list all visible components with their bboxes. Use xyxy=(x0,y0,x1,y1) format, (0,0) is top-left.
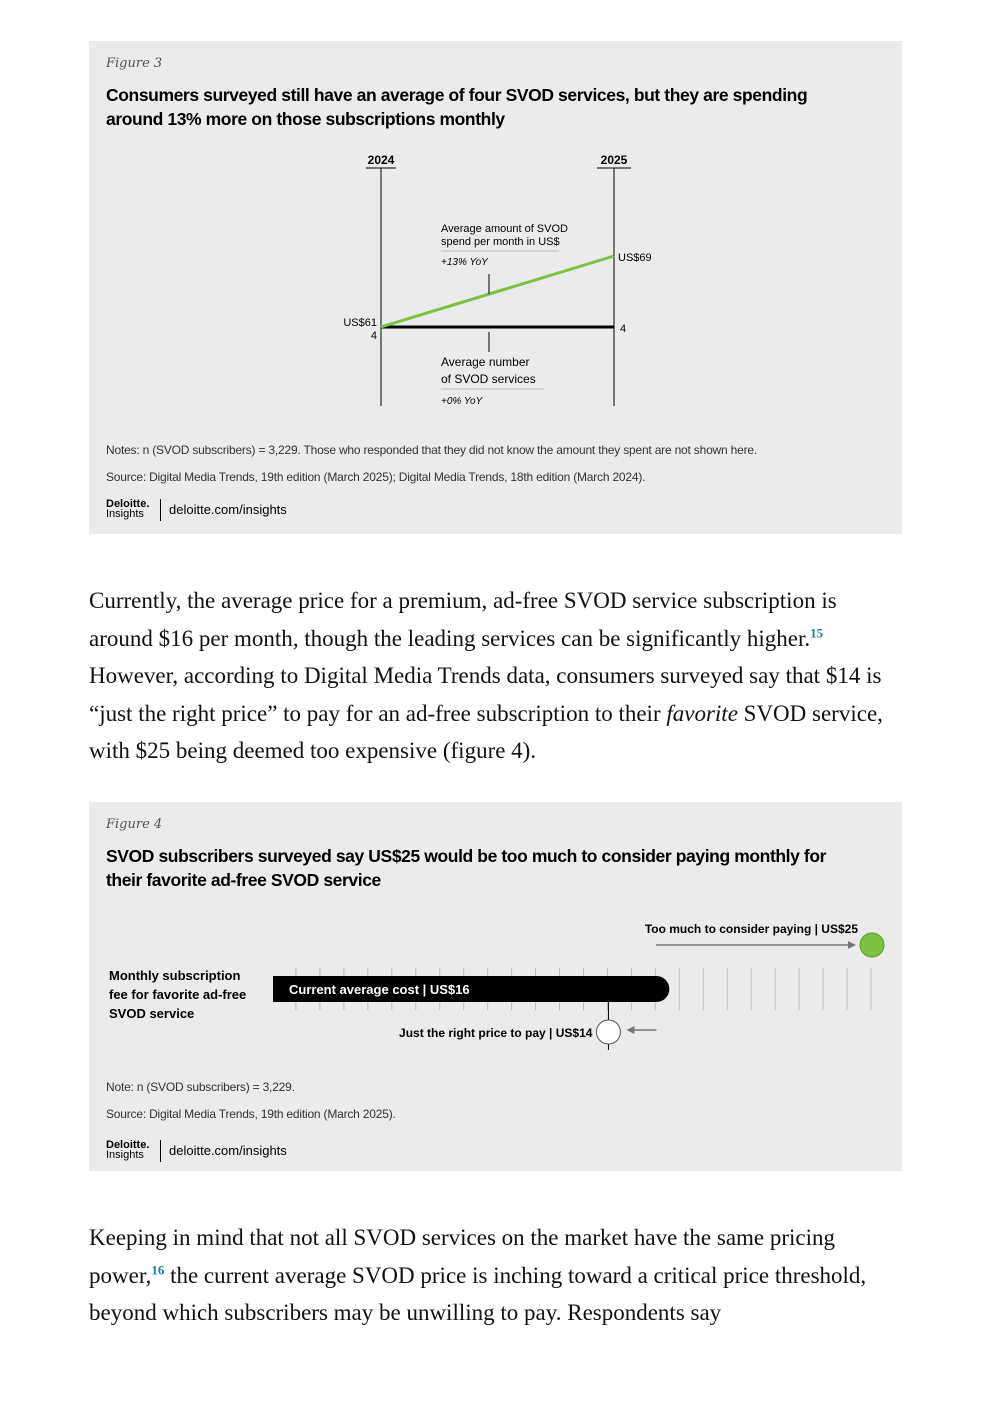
paragraph-1-part2: However, according to Digital Media Trends data, consumers surveyed say that $14 is “just the right price” to pay for an ad-free subscription to their xyxy=(89,663,882,726)
count-change: +0% YoY xyxy=(441,396,483,407)
figure-3-source: Source: Digital Media Trends, 19th edition (March 2025); Digital Media Trends, 18th edition (March 2024). xyxy=(106,470,646,484)
spend-line xyxy=(381,256,614,327)
year-2024-label: 2024 xyxy=(367,153,395,167)
figure-4-source: Source: Digital Media Trends, 19th edition (March 2025). xyxy=(106,1107,396,1121)
row-label-line3: SVOD service xyxy=(109,1006,195,1021)
paragraph-1-part1: Currently, the average price for a premium, ad-free SVOD service subscription is around $16 per month, though the leading services can be significantly higher. xyxy=(89,588,837,651)
spend-change: +13% YoY xyxy=(441,257,488,268)
figure-4-title: SVOD subscribers surveyed say US$25 would be too much to consider paying monthly for their favorite ad-free SVOD service xyxy=(106,846,827,890)
figure-4-url[interactable]: deloitte.com/insights xyxy=(169,1143,287,1158)
logo-sub: Insights xyxy=(106,508,144,520)
footnote-16[interactable]: 16 xyxy=(151,1261,165,1277)
logo-brand-2: Deloitte. xyxy=(106,1139,150,1151)
logo-brand: Deloitte. xyxy=(106,498,150,510)
footnote-15[interactable]: 15 xyxy=(810,624,824,640)
count-2025-value: 4 xyxy=(620,323,627,335)
paragraph-1 xyxy=(89,582,889,770)
paragraph-2-part2: the current average SVOD price is inching toward a critical price threshold, beyond which subscribers may be unwilling to pay. Respondents say xyxy=(89,1262,867,1325)
figure-4-notes: Note: n (SVOD subscribers) = 3,229. xyxy=(106,1080,295,1094)
figure-4-panel xyxy=(89,802,902,1171)
too-much-label: Too much to consider paying | US$25 xyxy=(644,922,858,936)
count-annotation-line2: of SVOD services xyxy=(441,372,536,386)
year-2025-label: 2025 xyxy=(600,153,628,167)
figure-4-label: Figure 4 xyxy=(106,817,163,832)
current-average-marker xyxy=(643,976,669,1002)
current-average-label: Current average cost | US$16 xyxy=(289,982,470,997)
deloitte-insights-logo xyxy=(106,499,149,519)
figure-3-title: Consumers surveyed still have an average of four SVOD services, but they are spending around 13% more on those subscriptions monthly xyxy=(106,85,808,129)
spend-2024-value: US$61 xyxy=(343,317,377,329)
spend-annotation-line2: spend per month in US$ xyxy=(441,236,560,248)
row-label-line2: fee for favorite ad-free xyxy=(109,987,247,1002)
paragraph-2-part1: Keeping in mind that not all SVOD services on the market have the same pricing power, xyxy=(89,1225,836,1288)
too-much-marker xyxy=(860,933,884,957)
figure-3-label: Figure 3 xyxy=(106,56,163,71)
figure-3-url[interactable]: deloitte.com/insights xyxy=(169,502,287,517)
paragraph-1-emphasis: favorite xyxy=(666,700,738,726)
just-right-marker xyxy=(596,1020,620,1044)
logo-sub-2: Insights xyxy=(106,1149,144,1161)
count-annotation-line1: Average number xyxy=(441,355,530,369)
figure-4-chart xyxy=(89,910,902,1060)
just-right-label: Just the right price to pay | US$14 xyxy=(399,1026,593,1040)
logo-separator xyxy=(160,499,161,521)
deloitte-insights-logo-2 xyxy=(106,1140,149,1160)
count-2024-value: 4 xyxy=(370,330,377,342)
paragraph-2 xyxy=(89,1219,889,1332)
row-label-line1: Monthly subscription xyxy=(109,968,241,983)
spend-annotation-line1: Average amount of SVOD xyxy=(441,223,568,235)
just-right-arrowhead xyxy=(626,1026,634,1034)
figure-3-panel xyxy=(89,41,902,534)
too-much-arrowhead xyxy=(848,941,856,949)
logo-separator-2 xyxy=(160,1140,161,1162)
paragraph-1-part3: SVOD service, with $25 being deemed too expensive (figure 4). xyxy=(89,700,883,763)
spend-2025-value: US$69 xyxy=(618,252,652,264)
figure-3-notes: Notes: n (SVOD subscribers) = 3,229. Those who responded that they did not know the amount they spent are not shown here. xyxy=(106,443,757,457)
figure-3-chart xyxy=(89,146,902,416)
